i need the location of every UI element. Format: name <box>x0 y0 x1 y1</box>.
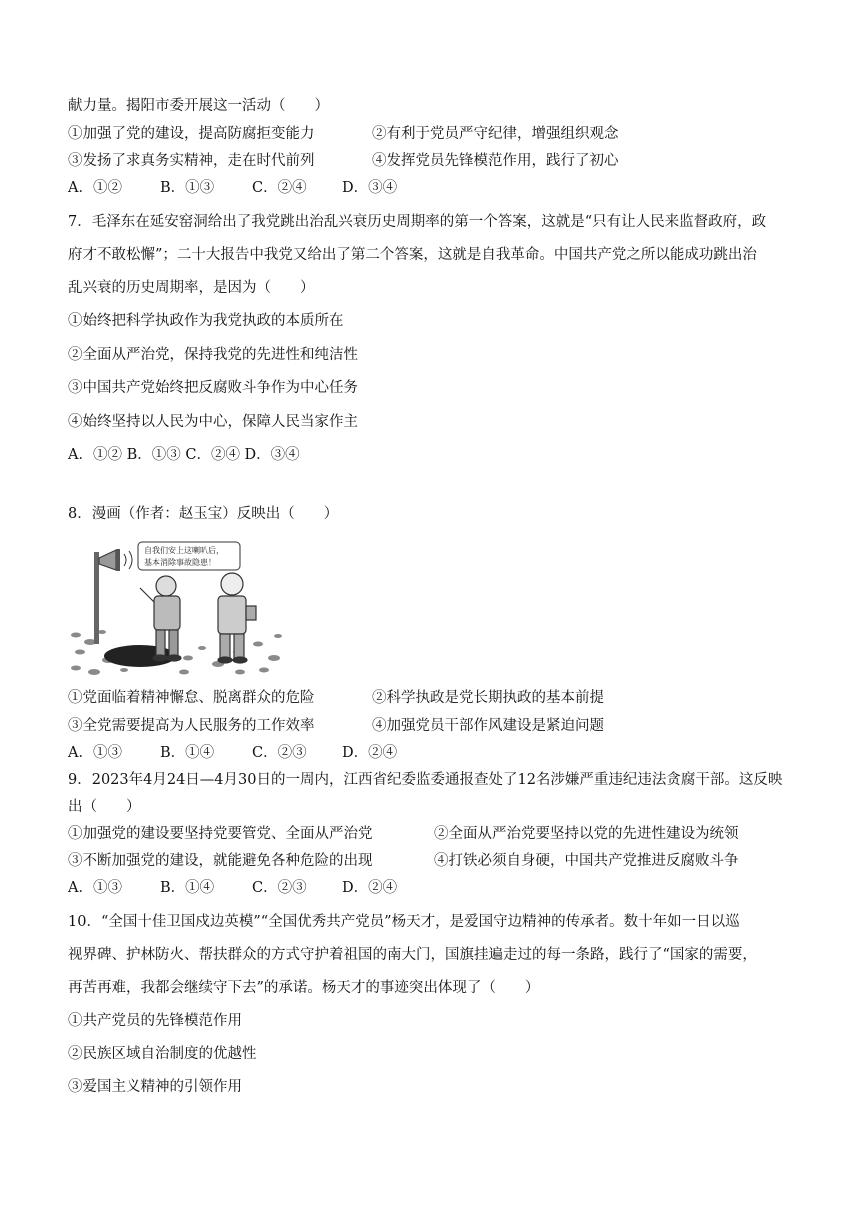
q9-choice-b: B．①④ <box>160 880 215 896</box>
q8-option-2: ②科学执政是党长期执政的基本前提 <box>372 690 604 706</box>
q8-choice-d: D．②④ <box>342 745 398 761</box>
q9-option-4: ④打铁必须自身硬，中国共产党推进反腐败斗争 <box>434 853 739 869</box>
q9-choice-d: D．②④ <box>342 880 398 896</box>
q7-stem-line-3: 乱兴衰的历史周期率，是因为（ ） <box>68 280 315 296</box>
comic-bubble-line-2: 基本消除事故隐患！ <box>144 558 216 567</box>
q7-option-2: ②全面从严治党，保持我党的先进性和纯洁性 <box>68 347 358 363</box>
q6-choice-d: D．③④ <box>342 180 398 196</box>
q7-choices: A．①② B．①③ C．②④ D．③④ <box>68 447 300 463</box>
q9-option-2: ②全面从严治党要坚持以党的先进性建设为统领 <box>434 826 739 842</box>
q8-stem: 8．漫画（作者：赵玉宝）反映出（ ） <box>68 506 339 522</box>
q9-option-1: ①加强党的建设要坚持党要管党、全面从严治党 <box>68 826 373 842</box>
cartoon-image <box>68 540 286 678</box>
q8-choice-c: C．②③ <box>252 745 307 761</box>
q6-choice-a: A．①② <box>68 180 122 196</box>
q7-stem-line-2: 府才不敢松懈”；二十大报告中我党又给出了第二个答案，这就是自我革命。中国共产党之所以能成功跳出治 <box>68 247 757 263</box>
q9-stem-line-1: 9．2023年4月24日—4月30日的一周内，江西省纪委监委通报查处了12名涉嫌严重违纪违法贪腐干部。这反映 <box>68 772 783 788</box>
q9-choice-c: C．②③ <box>252 880 307 896</box>
q6-stem-tail: 献力量。揭阳市委开展这一活动（ ） <box>68 98 329 114</box>
q10-stem-line-1: 10．“全国十佳卫国戍边英模”“全国优秀共产党员”杨天才，是爱国守边精神的传承者。数十年如一日以巡 <box>68 914 740 930</box>
q10-option-1: ①共产党员的先锋模范作用 <box>68 1013 242 1029</box>
q9-stem-line-2: 出（ ） <box>68 799 141 815</box>
q6-option-4: ④发挥党员先锋模范作用，践行了初心 <box>372 153 619 169</box>
q10-option-2: ②民族区域自治制度的优越性 <box>68 1046 257 1062</box>
q7-stem-line-1: 7．毛泽东在延安窑洞给出了我党跳出治乱兴衰历史周期率的第一个答案，这就是“只有让人民来监督政府，政 <box>68 214 767 230</box>
q7-option-4: ④始终坚持以人民为中心，保障人民当家作主 <box>68 414 358 430</box>
q8-choice-a: A．①③ <box>68 745 122 761</box>
q8-choice-b: B．①④ <box>160 745 215 761</box>
q9-choice-a: A．①③ <box>68 880 122 896</box>
q10-stem-line-2: 视界碑、护林防火、帮扶群众的方式守护着祖国的南大门，国旗挂遍走过的每一条路，践行了“国家的需要， <box>68 947 757 963</box>
q6-option-2: ②有利于党员严守纪律，增强组织观念 <box>372 126 619 142</box>
q10-stem-line-3: 再苦再难，我都会继续守下去”的承诺。杨天才的事迹突出体现了（ ） <box>68 980 540 996</box>
q6-option-3: ③发扬了求真务实精神，走在时代前列 <box>68 153 315 169</box>
q9-option-3: ③不断加强党的建设，就能避免各种危险的出现 <box>68 853 373 869</box>
q8-option-4: ④加强党员干部作风建设是紧迫问题 <box>372 718 604 734</box>
comic-bubble-line-1: 自我们安上这喇叭后， <box>144 546 224 555</box>
q7-option-1: ①始终把科学执政作为我党执政的本质所在 <box>68 313 344 329</box>
q6-choice-c: C．②④ <box>252 180 307 196</box>
q7-option-3: ③中国共产党始终把反腐败斗争作为中心任务 <box>68 380 358 396</box>
q10-option-3: ③爱国主义精神的引领作用 <box>68 1079 242 1095</box>
q6-choice-b: B．①③ <box>160 180 215 196</box>
q8-option-3: ③全党需要提高为人民服务的工作效率 <box>68 718 315 734</box>
q6-option-1: ①加强了党的建设，提高防腐拒变能力 <box>68 126 315 142</box>
q8-option-1: ①党面临着精神懈怠、脱离群众的危险 <box>68 690 315 706</box>
